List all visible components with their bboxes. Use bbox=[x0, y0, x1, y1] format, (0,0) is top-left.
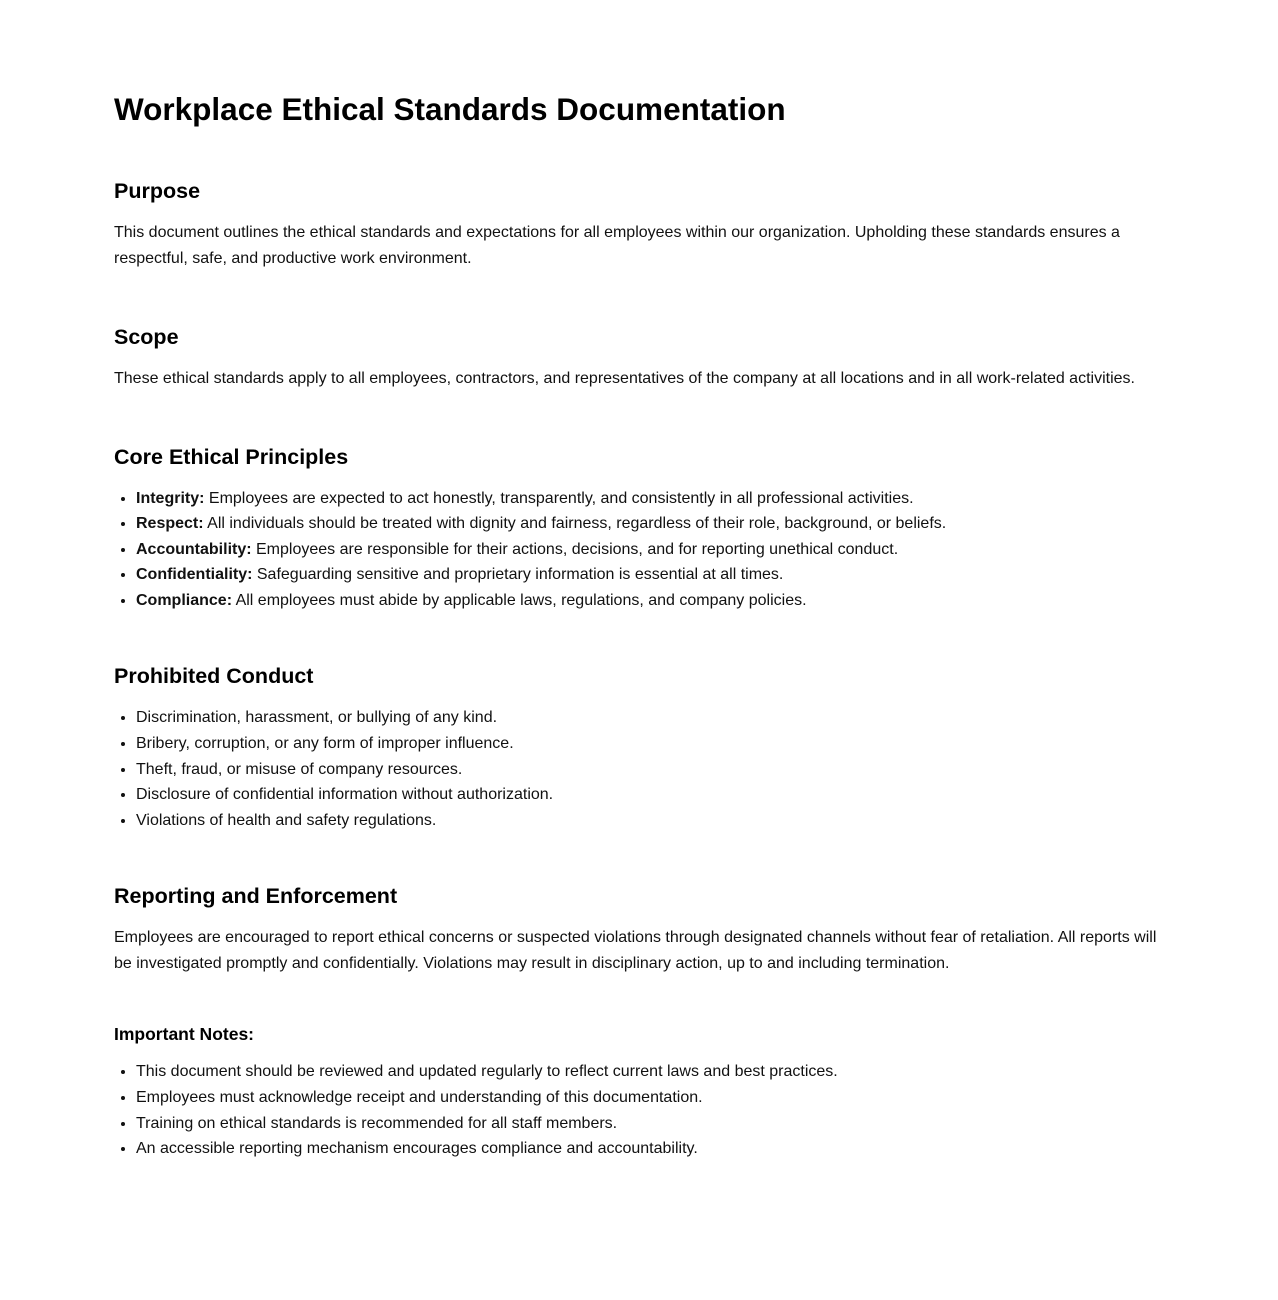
notes-section bbox=[114, 1023, 1164, 1161]
principle-text: Employees are expected to act honestly, transparently, and consistently in all professional activities. bbox=[204, 489, 914, 507]
prohibited-item: • Discrimination, harassment, or bullying of any kind. bbox=[136, 705, 1164, 731]
principles-list bbox=[114, 486, 1164, 614]
purpose-heading: Purpose bbox=[114, 179, 201, 203]
principle-term: Compliance: bbox=[136, 591, 233, 609]
principle-text: Employees are responsible for their actions, decisions, and for reporting unethical conduct. bbox=[251, 540, 899, 558]
notes-heading: Important Notes: bbox=[114, 1024, 254, 1045]
principle-item bbox=[136, 537, 1164, 563]
principle-item bbox=[136, 511, 1164, 537]
note-item: • An accessible reporting mechanism encourages compliance and accountability. bbox=[136, 1136, 1164, 1162]
principle-item bbox=[136, 486, 1164, 512]
principle-text: Safeguarding sensitive and proprietary information is essential at all times. bbox=[252, 566, 784, 584]
principle-text: All individuals should be treated with dignity and fairness, regardless of their role, background, or beliefs. bbox=[203, 515, 947, 533]
reporting-heading: Reporting and Enforcement bbox=[114, 884, 398, 909]
prohibited-section bbox=[114, 663, 1164, 833]
principle-term: Confidentiality: bbox=[136, 566, 253, 584]
principle-term: Accountability: bbox=[136, 540, 252, 558]
prohibited-item: • Bribery, corruption, or any form of improper influence. bbox=[136, 731, 1164, 757]
principles-heading: Core Ethical Principles bbox=[114, 444, 349, 469]
scope-heading: Scope bbox=[114, 325, 179, 349]
scope-section bbox=[114, 324, 1164, 392]
notes-list bbox=[114, 1059, 1164, 1161]
principles-section bbox=[114, 444, 1164, 614]
prohibited-item: • Theft, fraud, or misuse of company resources. bbox=[136, 757, 1164, 783]
note-item: • Training on ethical standards is recommended for all staff members. bbox=[136, 1111, 1164, 1137]
reporting-text: Employees are encouraged to report ethical concerns or suspected violations through designated channels without fear of retaliation. All reports will be investigated promptly and confidentially. Violations may result in disciplinary action, up to and including termination. bbox=[114, 929, 1157, 972]
principle-item bbox=[136, 588, 1164, 614]
purpose-text: This document outlines the ethical standards and expectations for all employees within our organization. Upholding these standards ensures a respectful, safe, and productive work environment. bbox=[114, 224, 1120, 267]
note-item: • Employees must acknowledge receipt and understanding of this documentation. bbox=[136, 1085, 1164, 1111]
reporting-section bbox=[114, 883, 1164, 976]
note-item: • This document should be reviewed and updated regularly to reflect current laws and best practices. bbox=[136, 1059, 1164, 1085]
scope-text: These ethical standards apply to all employees, contractors, and representatives of the company at all locations and in all work-related activities. bbox=[114, 370, 1135, 387]
prohibited-list bbox=[114, 705, 1164, 833]
purpose-section bbox=[114, 178, 1164, 271]
page-title: Workplace Ethical Standards Documentation bbox=[114, 91, 786, 127]
principle-term: Integrity: bbox=[136, 489, 205, 507]
prohibited-item: • Disclosure of confidential information without authorization. bbox=[136, 782, 1164, 808]
principle-item bbox=[136, 562, 1164, 588]
principle-term: Respect: bbox=[136, 515, 204, 533]
prohibited-heading: Prohibited Conduct bbox=[114, 664, 314, 689]
prohibited-item: • Violations of health and safety regulations. bbox=[136, 808, 1164, 834]
principle-text: All employees must abide by applicable laws, regulations, and company policies. bbox=[232, 591, 807, 609]
